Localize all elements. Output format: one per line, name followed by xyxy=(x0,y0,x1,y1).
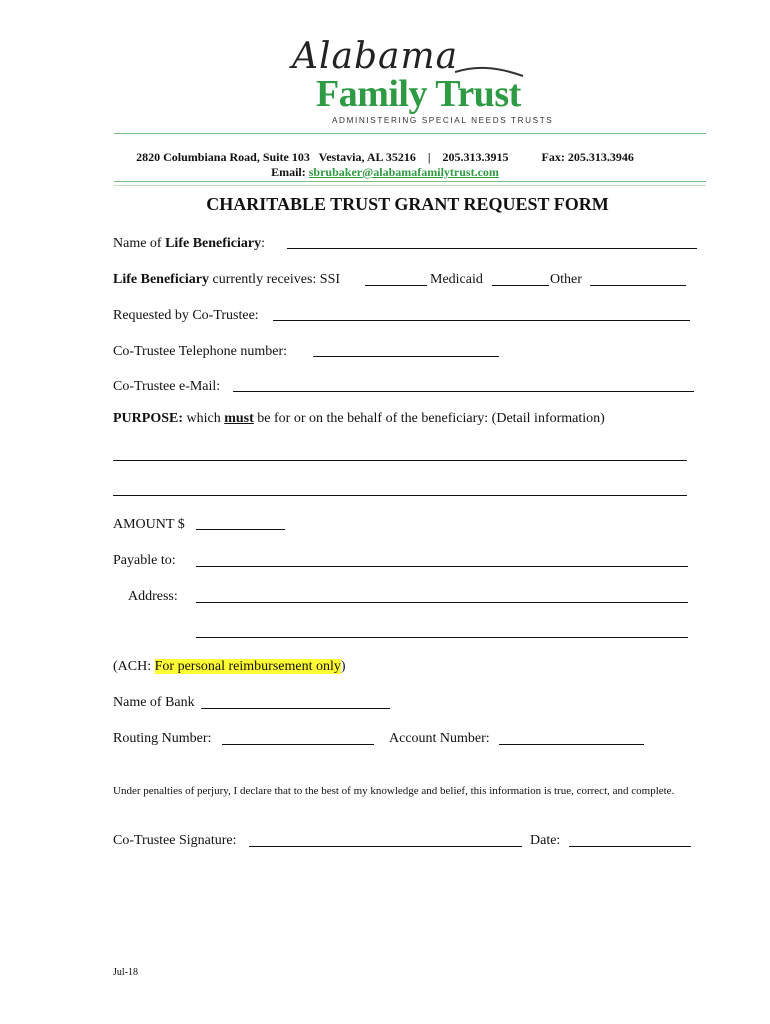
date-label: Date: xyxy=(530,833,561,848)
contact-separator: | xyxy=(427,150,431,164)
header-rule-bottom xyxy=(114,181,706,186)
ssi-field[interactable] xyxy=(365,285,427,286)
contact-fax: Fax: 205.313.3946 xyxy=(541,150,634,164)
account-label: Account Number: xyxy=(389,731,490,746)
address-label: Address: xyxy=(128,589,178,604)
beneficiary-name-label-bold: Life Beneficiary xyxy=(165,236,262,251)
beneficiary-name-label-suffix: : xyxy=(261,236,266,251)
amount-field[interactable] xyxy=(196,529,285,530)
routing-label: Routing Number: xyxy=(113,731,212,746)
contact-email-line xyxy=(0,165,770,180)
purpose-text-2: be for or on the behalf of the beneficiary: (Detail information) xyxy=(253,411,605,426)
other-label: Other xyxy=(550,272,582,287)
purpose-row xyxy=(113,411,605,427)
payable-field[interactable] xyxy=(196,566,688,567)
receives-label-text: currently receives: SSI xyxy=(209,272,341,287)
medicaid-field[interactable] xyxy=(492,285,549,286)
requested-field[interactable] xyxy=(273,320,690,321)
beneficiary-name-field[interactable] xyxy=(287,248,697,249)
signature-label: Co-Trustee Signature: xyxy=(113,833,237,848)
receives-label-bold: Life Beneficiary xyxy=(113,272,210,287)
ach-highlight: For personal reimbursement only xyxy=(154,659,341,674)
address-field-line-1[interactable] xyxy=(196,602,688,603)
email-label: Co-Trustee e-Mail: xyxy=(113,379,221,394)
other-field[interactable] xyxy=(590,285,686,286)
requested-label: Requested by Co-Trustee: xyxy=(113,308,259,323)
logo-tagline: ADMINISTERING SPECIAL NEEDS TRUSTS xyxy=(332,116,554,125)
revision-date: Jul-18 xyxy=(113,967,138,978)
purpose-label-bold: PURPOSE: xyxy=(113,411,183,426)
account-field[interactable] xyxy=(499,744,644,745)
contact-city: Vestavia, AL 35216 xyxy=(318,150,416,164)
ach-suffix: ) xyxy=(340,659,346,674)
bank-field[interactable] xyxy=(201,708,390,709)
ach-prefix: (ACH: xyxy=(113,659,155,674)
contact-address: 2820 Columbiana Road, Suite 103 xyxy=(136,150,310,164)
logo-main-text: Family Trust xyxy=(316,73,521,115)
bank-label: Name of Bank xyxy=(113,695,195,710)
ach-note xyxy=(113,659,346,675)
contact-phone: 205.313.3915 xyxy=(442,150,509,164)
contact-email-label: Email: xyxy=(271,165,306,179)
header-rule-top xyxy=(114,133,706,134)
purpose-field-line-2[interactable] xyxy=(113,495,687,496)
receives-row xyxy=(113,272,340,288)
email-field[interactable] xyxy=(233,391,694,392)
beneficiary-name-label-prefix: Name of xyxy=(113,236,166,251)
purpose-field-line-1[interactable] xyxy=(113,460,687,461)
signature-field[interactable] xyxy=(249,846,522,847)
address-field-line-2[interactable] xyxy=(196,637,688,638)
contact-address-line xyxy=(0,150,770,165)
purpose-text-1: which xyxy=(183,411,225,426)
routing-field[interactable] xyxy=(222,744,374,745)
amount-label: AMOUNT $ xyxy=(113,517,185,532)
purpose-must: must xyxy=(224,411,254,426)
date-field[interactable] xyxy=(569,846,691,847)
phone-field[interactable] xyxy=(313,356,499,357)
medicaid-label: Medicaid xyxy=(430,272,483,287)
phone-label: Co-Trustee Telephone number: xyxy=(113,344,287,359)
contact-email-link[interactable]: sbrubaker@alabamafamilytrust.com xyxy=(308,165,499,179)
payable-label: Payable to: xyxy=(113,553,176,568)
perjury-declaration: Under penalties of perjury, I declare that to the best of my knowledge and belief, this information is true, correct, and complete. xyxy=(113,785,675,797)
logo-script-text: Alabama xyxy=(292,36,459,77)
form-title: CHARITABLE TRUST GRANT REQUEST FORM xyxy=(206,194,609,214)
beneficiary-name-row xyxy=(113,236,265,252)
